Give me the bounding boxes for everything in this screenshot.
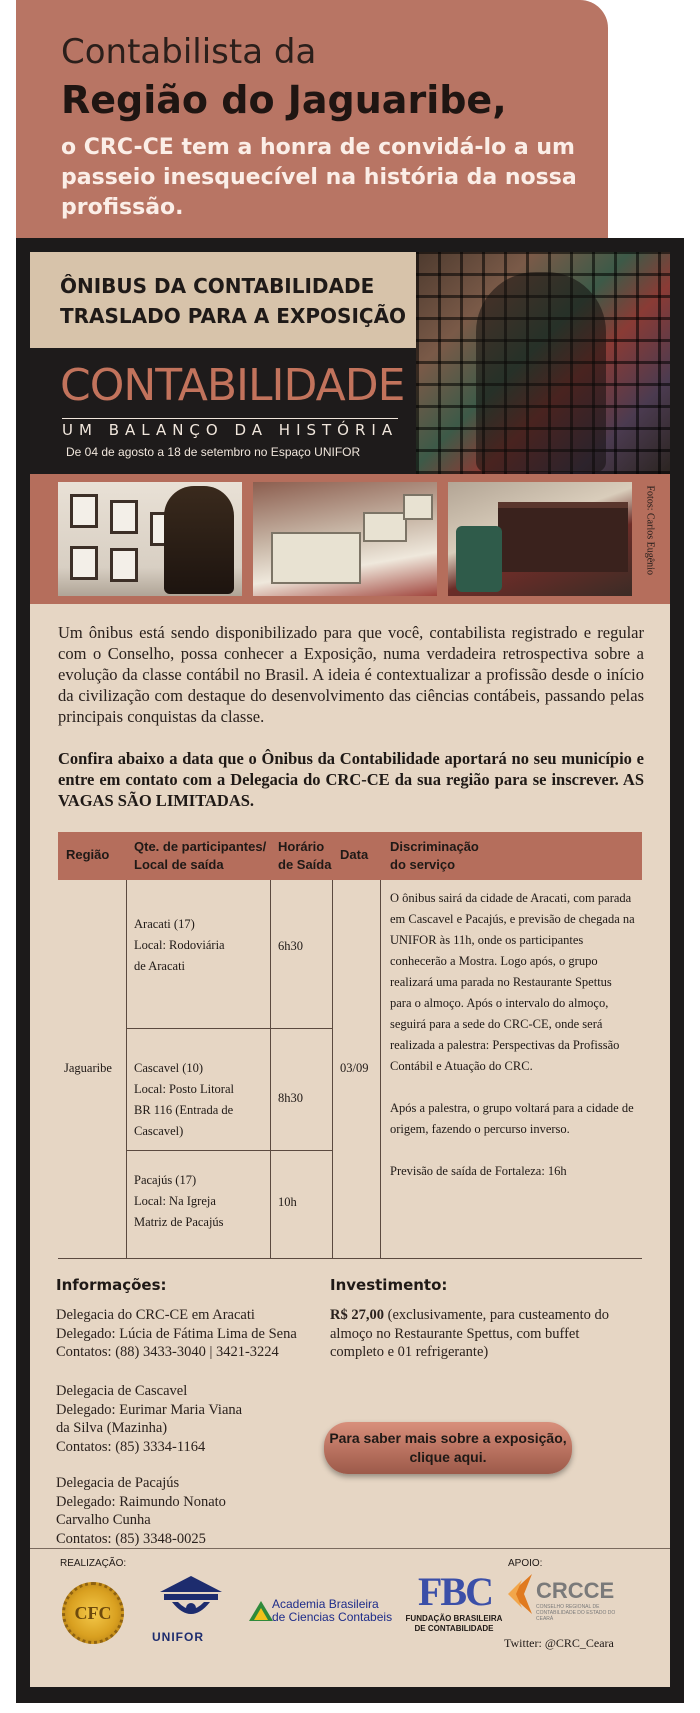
cell-line: Local: Posto Litoral <box>134 1082 234 1096</box>
info-line: Delegado: Raimundo Nonato <box>56 1493 226 1510</box>
cell-line: Aracati (17) <box>134 917 195 931</box>
photo-typewriters <box>253 482 437 596</box>
header-banner <box>16 0 608 240</box>
stained-glass-image <box>416 252 670 474</box>
header-qte-line-1: Qte. de participantes/ <box>134 839 267 854</box>
info-line: Delegado: Eurimar Maria Viana <box>56 1401 243 1418</box>
info-cascavel <box>56 1382 242 1456</box>
invitation-frame <box>16 238 684 1703</box>
cell-line: de Aracati <box>134 959 186 973</box>
footer-divider <box>30 1548 670 1549</box>
info-line: Contatos: (88) 3433-3040 | 3421-3224 <box>56 1344 279 1360</box>
cfc-seal-logo: CFC <box>62 1582 124 1644</box>
cell-line: Matriz de Pacajús <box>134 1215 224 1229</box>
cell-local-pacajus <box>134 1170 268 1233</box>
header-regiao: Região <box>66 847 110 862</box>
fbc-logo-text <box>404 1614 504 1634</box>
header-line-2: Região do Jaguaribe, <box>61 78 507 122</box>
twitter-handle[interactable]: Twitter: @CRC_Ceara <box>504 1636 614 1650</box>
cell-data: 03/09 <box>340 1061 369 1075</box>
portrait-frame <box>110 500 138 534</box>
cell-horario-pacajus: 10h <box>278 1195 297 1209</box>
intro-paragraph: Um ônibus está sendo disponibilizado para que você, contabilista registrado e regular com o Conselho, possa conhecer a Exposição, numa verdadeira retrospectiva sobre a evolução da classe contábil no Brasil. A ideia é contextualizar a profissão desde o início da civilização com destaque do desenvolvimento das ciências contábeis, passando pelas principais conquistas da classe. <box>58 623 644 726</box>
cell-line: Local: Rodoviária <box>134 938 225 952</box>
info-line: Carvalho Cunha <box>56 1512 151 1528</box>
info-line: Delegacia do CRC-CE em Aracati <box>56 1307 255 1323</box>
cell-line: Cascavel) <box>134 1124 184 1138</box>
info-line: Contatos: (85) 3334-1164 <box>56 1438 206 1455</box>
cell-line: Pacajús (17) <box>134 1173 197 1187</box>
exhibition-subtitle: UM BALANÇO DA HISTÓRIA <box>62 418 398 439</box>
abc-logo-text <box>272 1598 392 1624</box>
abc-logo-icon <box>248 1600 274 1622</box>
investimento-description: (exclusivamente, para custeamento do almoço no Restaurante Spettus, com buffet completo e 01 refrigerante) <box>330 1307 610 1360</box>
typewriter <box>403 494 433 520</box>
table-divider <box>126 880 127 1258</box>
bus-title-line-2: TRASLADO PARA A EXPOSIÇÃO <box>60 304 407 328</box>
cell-line: Local: Na Igreja <box>134 1194 216 1208</box>
invitation-paper <box>30 252 670 1687</box>
cell-horario-aracati: 6h30 <box>278 939 303 953</box>
cell-local-aracati <box>134 914 268 977</box>
portrait-frame <box>70 546 98 580</box>
header-data: Data <box>340 847 369 862</box>
header-disc-line-1: Discriminação <box>390 839 479 854</box>
portrait-frame <box>70 494 98 528</box>
table-divider <box>58 1258 642 1259</box>
photo-credit-text: Fotos: Carlos Eugênio <box>644 485 656 575</box>
table-divider <box>332 880 333 1258</box>
header-horario-line-1: Horário <box>278 839 325 854</box>
antique-desk <box>498 502 628 572</box>
photo-portraits-bust <box>58 482 242 596</box>
stained-glass-figure <box>476 272 606 472</box>
cell-line: Cascavel (10) <box>134 1061 204 1075</box>
portrait-frame <box>110 548 138 582</box>
table-divider <box>270 880 271 1258</box>
header-qte-line-2: Local de saída <box>134 857 224 872</box>
info-pacajus <box>56 1474 226 1548</box>
investimento-title: Investimento: <box>330 1276 448 1294</box>
bus-title-box <box>30 252 416 348</box>
exhibition-title: CONTABILIDADE <box>60 360 405 411</box>
bus-title-line-1: ÔNIBUS DA CONTABILIDADE <box>60 274 375 298</box>
crcce-logo-text: CRCCE <box>536 1578 615 1603</box>
table-divider <box>126 1028 332 1029</box>
header-line-3: o CRC-CE tem a honra de convidá-lo a um passeio inesquecível na história da nossa profissão. <box>61 135 577 220</box>
realizacao-label: REALIZAÇÃO: <box>60 1558 127 1569</box>
header-horario-line-2: de Saída <box>278 857 332 872</box>
photo-desk-chair <box>448 482 632 596</box>
apoio-label: APOIO: <box>508 1558 543 1569</box>
abc-line-2: de Ciencias Contabeis <box>272 1610 393 1624</box>
info-aracati <box>56 1306 297 1362</box>
table-header <box>58 832 642 880</box>
exhibition-banner <box>30 252 670 474</box>
header-line-1: Contabilista da <box>61 32 317 72</box>
crcce-logo-subtext: CONSELHO REGIONAL DE CONTABILIDADE DO ESTADO DO CEARÁ <box>536 1604 616 1622</box>
adding-machine <box>271 532 361 584</box>
fbc-line-2: DE CONTABILIDADE <box>414 1624 494 1633</box>
cell-line: BR 116 (Entrada de <box>134 1103 234 1117</box>
unifor-logo-text: UNIFOR <box>152 1630 204 1644</box>
info-line: da Silva (Mazinha) <box>56 1420 168 1436</box>
antique-chair <box>456 526 502 592</box>
fbc-line-1: FUNDAÇÃO BRASILEIRA <box>405 1614 503 1623</box>
cell-local-cascavel <box>134 1058 268 1142</box>
cta-line-1: Para saber mais sobre a exposição, <box>329 1430 567 1446</box>
info-line: Delegacia de Cascavel <box>56 1383 188 1399</box>
table-divider <box>380 880 381 1258</box>
investimento-text <box>330 1306 620 1362</box>
info-line: Delegacia de Pacajús <box>56 1475 180 1491</box>
typewriter <box>363 512 407 542</box>
info-line: Delegado: Lúcia de Fátima Lima de Sena <box>56 1325 297 1342</box>
cta-line-2: clique aqui. <box>409 1449 487 1465</box>
investimento-price: R$ 27,00 <box>330 1307 384 1323</box>
learn-more-button[interactable] <box>324 1422 572 1474</box>
cell-regiao: Jaguaribe <box>64 1061 112 1075</box>
unifor-logo-icon <box>158 1574 224 1624</box>
photo-strip <box>30 474 670 604</box>
cell-horario-cascavel: 8h30 <box>278 1091 303 1105</box>
crcce-logo-icon <box>504 1572 536 1616</box>
exhibition-dates: De 04 de agosto a 18 de setembro no Espaço UNIFOR <box>66 445 361 459</box>
abc-line-1: Academia Brasileira <box>272 1597 379 1611</box>
table-divider <box>126 1150 332 1151</box>
info-title: Informações: <box>56 1276 167 1294</box>
photo-credit <box>640 485 660 590</box>
fbc-logo-mark: FBC <box>418 1569 492 1614</box>
header-disc-line-2: do serviço <box>390 857 456 872</box>
disc-paragraph-1: O ônibus sairá da cidade de Aracati, com parada em Cascavel e Pacajús, e previsão de chegada na UNIFOR às 11h, onde os participantes conhecerão a Mostra. Logo após, o grupo realizará uma parada no Restaurante Spettus para o almoço. Após o intervalo do almoço, seguirá para a sede do CRC-CE, onde será realizada a palestra: Perspectivas da Profissão Contábil e Atuação do CRC. <box>390 891 635 1073</box>
cell-discriminacao <box>390 888 636 1182</box>
disc-paragraph-3: Previsão de saída de Fortaleza: 16h <box>390 1164 567 1178</box>
confira-paragraph: Confira abaixo a data que o Ônibus da Contabilidade aportará no seu município e entre em contato com a Delegacia do CRC-CE da sua região para se inscrever. AS VAGAS SÃO LIMITADAS. <box>58 749 644 810</box>
info-line: Contatos: (85) 3348-0025 <box>56 1530 206 1547</box>
disc-paragraph-2: Após a palestra, o grupo voltará para a cidade de origem, fazendo o percurso inverso. <box>390 1101 634 1136</box>
bronze-bust <box>164 486 234 594</box>
